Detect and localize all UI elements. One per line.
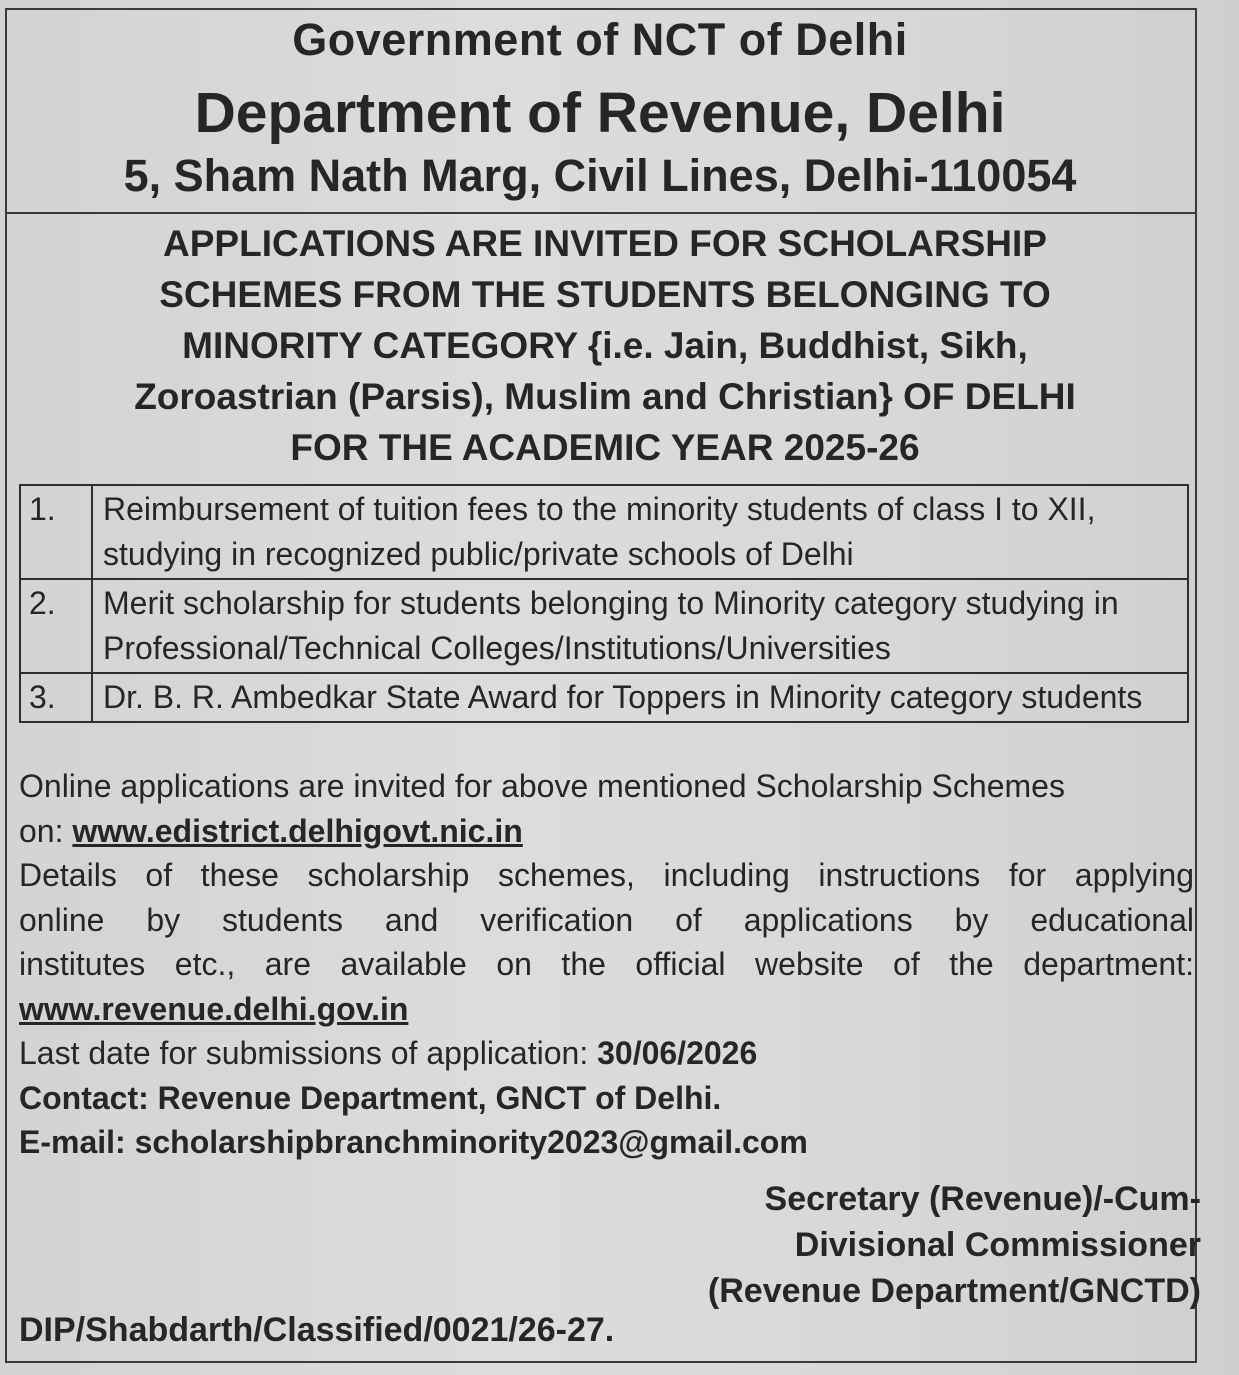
signatory-title: Secretary (Revenue)/-Cum- bbox=[764, 1180, 1201, 1218]
notice-title-line: APPLICATIONS ARE INVITED FOR SCHOLARSHIP bbox=[163, 223, 1047, 264]
signatory-title: (Revenue Department/GNCTD) bbox=[707, 1272, 1201, 1310]
table-row bbox=[20, 579, 1188, 673]
notice-title-line: MINORITY CATEGORY {i.e. Jain, Buddhist, Sikh, bbox=[182, 325, 1028, 366]
revenue-website-link[interactable]: www.revenue.delhi.gov.in bbox=[19, 990, 409, 1027]
signatory-title: Divisional Commissioner bbox=[794, 1226, 1201, 1264]
online-url-line bbox=[19, 809, 1194, 854]
signature-block bbox=[708, 1176, 1201, 1314]
scheme-description: Merit scholarship for students belonging to Minority category studying in Professional/Technical Colleges/Institutions/Universities bbox=[92, 579, 1188, 673]
table-row bbox=[20, 673, 1188, 722]
edistrict-link[interactable]: www.edistrict.delhigovt.nic.in bbox=[72, 812, 523, 849]
details-text-line: online by students and verification of applications by educational bbox=[19, 901, 1194, 938]
scheme-number: 3. bbox=[20, 673, 92, 722]
contact-info: Contact: Revenue Department, GNCT of Delhi. bbox=[19, 1079, 722, 1116]
notice-title-line: FOR THE ACADEMIC YEAR 2025-26 bbox=[290, 427, 920, 468]
classified-reference: DIP/Shabdarth/Classified/0021/26-27. bbox=[19, 1311, 615, 1349]
scheme-number: 2. bbox=[20, 579, 92, 673]
online-prefix: on: bbox=[19, 812, 73, 849]
department-address: 5, Sham Nath Marg, Civil Lines, Delhi-110054 bbox=[123, 150, 1077, 201]
schemes-table bbox=[19, 484, 1189, 723]
notice-title-line: Zoroastrian (Parsis), Muslim and Christian} OF DELHI bbox=[134, 376, 1076, 417]
last-date-line bbox=[19, 1031, 1194, 1076]
online-applications-text: Online applications are invited for above mentioned Scholarship Schemes bbox=[19, 768, 1065, 804]
department-heading: Department of Revenue, Delhi bbox=[194, 81, 1006, 145]
table-row bbox=[20, 485, 1188, 579]
details-text-line: institutes etc., are available on the official website of the department: bbox=[19, 946, 1194, 982]
notice-body bbox=[19, 764, 1194, 1165]
scheme-description: Reimbursement of tuition fees to the minority students of class I to XII, studying in recognized public/private schools of Delhi bbox=[92, 485, 1188, 579]
last-date-label: Last date for submissions of application: bbox=[19, 1035, 598, 1071]
notice-title bbox=[40, 218, 1170, 473]
details-text-line: Details of these scholarship schemes, including instructions for applying bbox=[19, 857, 1194, 893]
email-contact[interactable]: E-mail: scholarshipbranchminority2023@gmail.com bbox=[19, 1124, 808, 1160]
government-heading: Government of NCT of Delhi bbox=[292, 14, 908, 65]
last-date-value: 30/06/2026 bbox=[597, 1035, 758, 1071]
scheme-description: Dr. B. R. Ambedkar State Award for Toppers in Minority category students bbox=[92, 673, 1188, 722]
notice-title-line: SCHEMES FROM THE STUDENTS BELONGING TO bbox=[159, 274, 1051, 315]
scheme-number: 1. bbox=[20, 485, 92, 579]
